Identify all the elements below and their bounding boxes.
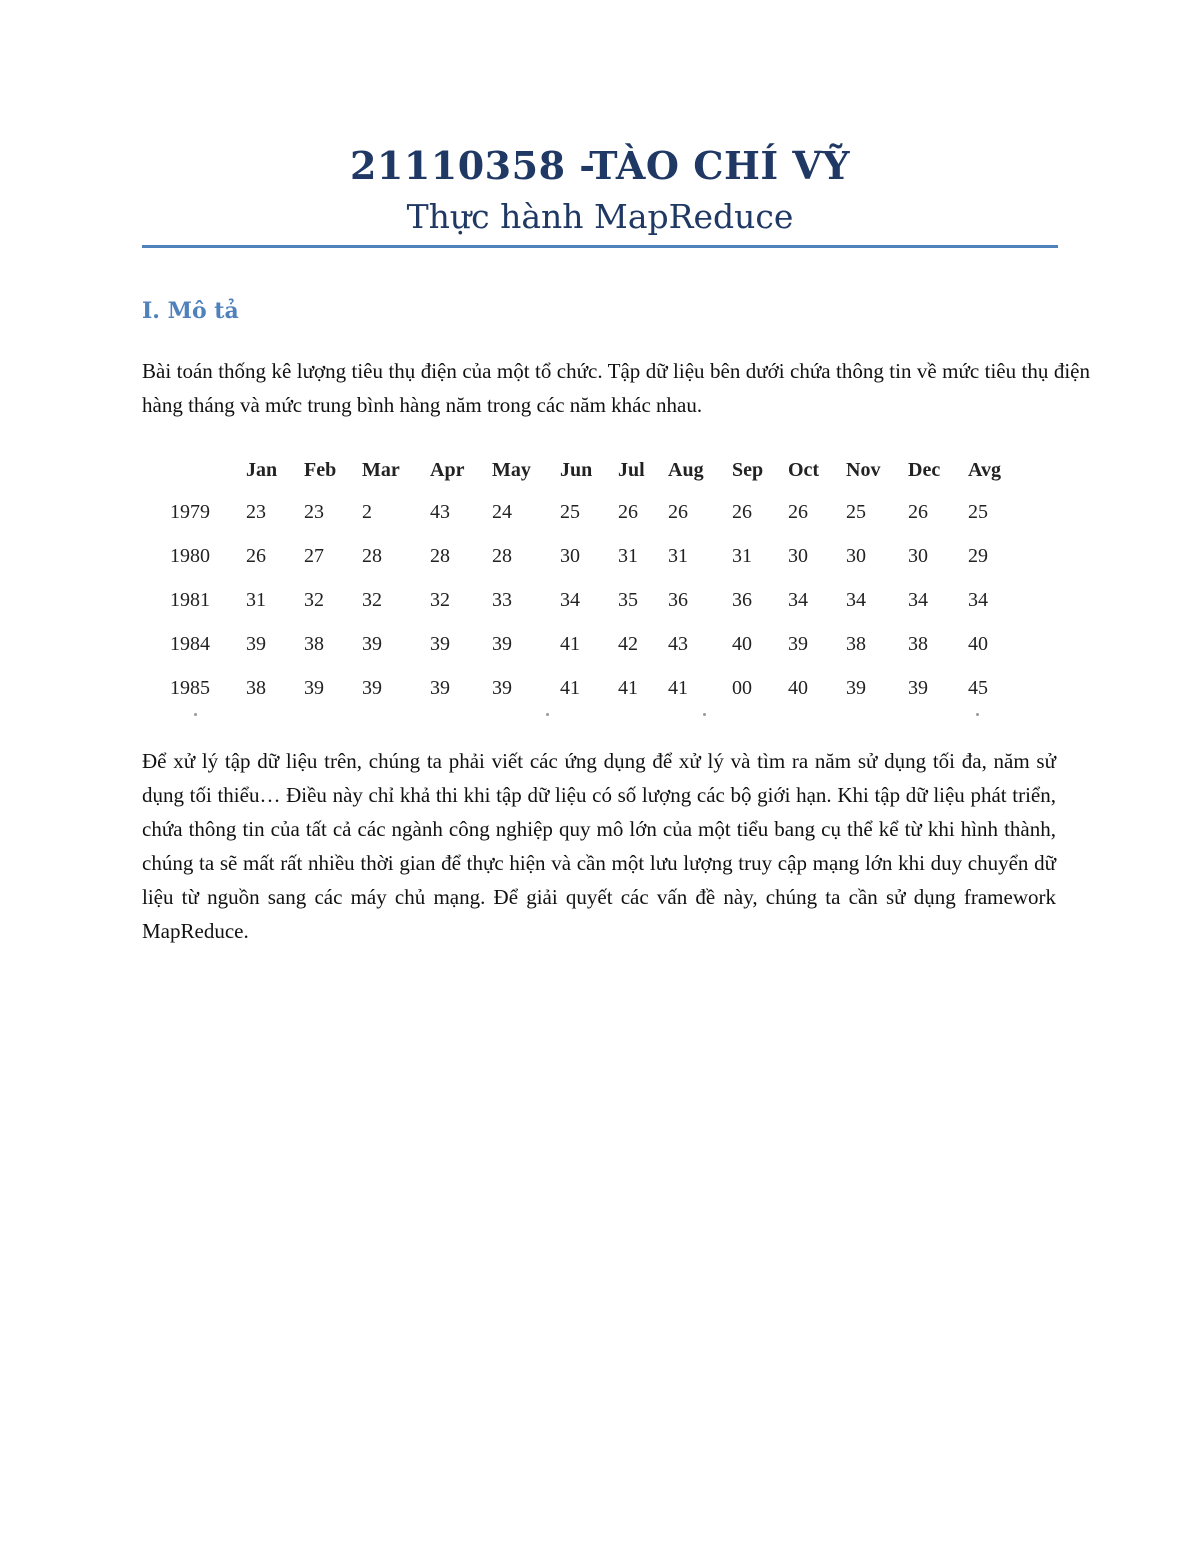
value-cell: 39	[362, 632, 382, 655]
artifact-dot	[194, 713, 197, 716]
value-cell: 25	[560, 500, 580, 523]
intro-paragraph: Bài toán thống kê lượng tiêu thụ điện của một tổ chức. Tập dữ liệu bên dưới chứa thông tin về mức tiêu thụ điện hàng tháng và mức trung bình hàng năm trong các năm khác nhau.	[142, 359, 1090, 417]
header-cell: Mar	[362, 458, 400, 481]
value-cell: 26	[788, 500, 808, 523]
header-cell: Jun	[560, 458, 593, 481]
value-cell: 39	[246, 632, 266, 655]
value-cell: 39	[304, 676, 324, 699]
header-cell: Feb	[304, 458, 337, 481]
value-cell: 33	[492, 588, 512, 611]
header-cell: Oct	[788, 458, 820, 481]
value-cell: 39	[788, 632, 808, 655]
value-cell: 30	[560, 544, 580, 567]
table-row	[170, 666, 1018, 710]
value-cell: 40	[788, 676, 808, 699]
value-cell: 2	[362, 500, 372, 523]
value-cell: 30	[788, 544, 808, 567]
value-cell: 31	[246, 588, 266, 611]
title-divider	[142, 245, 1058, 248]
artifact-dot	[703, 713, 706, 716]
document-subtitle: Thực hành MapReduce	[406, 197, 794, 236]
table-body	[170, 490, 1018, 710]
value-cell: 34	[788, 588, 808, 611]
value-cell: 40	[732, 632, 752, 655]
value-cell: 41	[560, 676, 580, 699]
header-cell: Apr	[430, 458, 465, 481]
value-cell: 00	[732, 676, 752, 699]
value-cell: 34	[846, 588, 866, 611]
value-cell: 42	[618, 632, 638, 655]
consumption-table	[170, 450, 1018, 710]
year-cell: 1980	[170, 544, 210, 567]
table-row	[170, 578, 1018, 622]
value-cell: 31	[668, 544, 688, 567]
value-cell: 39	[430, 632, 450, 655]
header-cell: Jul	[618, 458, 645, 481]
value-cell: 30	[846, 544, 866, 567]
header-cell: Avg	[968, 458, 1001, 481]
value-cell: 38	[304, 632, 324, 655]
header-cell: Aug	[668, 458, 704, 481]
value-cell: 25	[968, 500, 988, 523]
value-cell: 39	[362, 676, 382, 699]
value-cell: 43	[668, 632, 688, 655]
section-heading: I. Mô tả	[142, 298, 239, 324]
value-cell: 32	[304, 588, 324, 611]
table-header-row	[170, 450, 1018, 490]
value-cell: 26	[732, 500, 752, 523]
value-cell: 26	[246, 544, 266, 567]
value-cell: 43	[430, 500, 450, 523]
value-cell: 45	[968, 676, 988, 699]
value-cell: 29	[968, 544, 988, 567]
value-cell: 39	[846, 676, 866, 699]
value-cell: 23	[246, 500, 266, 523]
value-cell: 24	[492, 500, 512, 523]
value-cell: 26	[618, 500, 638, 523]
value-cell: 38	[246, 676, 266, 699]
value-cell: 26	[668, 500, 688, 523]
value-cell: 34	[968, 588, 988, 611]
value-cell: 32	[430, 588, 450, 611]
artifact-dot	[546, 713, 549, 716]
year-cell: 1981	[170, 588, 210, 611]
title-block	[142, 140, 1058, 240]
value-cell: 31	[732, 544, 752, 567]
table-row	[170, 490, 1018, 534]
value-cell: 36	[668, 588, 688, 611]
image-artifact-dots	[0, 713, 1200, 721]
table-row	[170, 622, 1018, 666]
value-cell: 38	[908, 632, 928, 655]
table-row	[170, 534, 1018, 578]
value-cell: 39	[908, 676, 928, 699]
value-cell: 41	[618, 676, 638, 699]
value-cell: 28	[362, 544, 382, 567]
header-cell: Sep	[732, 458, 764, 481]
value-cell: 41	[668, 676, 688, 699]
value-cell: 28	[430, 544, 450, 567]
value-cell: 39	[430, 676, 450, 699]
year-cell: 1979	[170, 500, 210, 523]
value-cell: 38	[846, 632, 866, 655]
value-cell: 35	[618, 588, 638, 611]
value-cell: 28	[492, 544, 512, 567]
value-cell: 23	[304, 500, 324, 523]
document-title: 21110358 -TÀO CHÍ VỸ	[349, 143, 850, 188]
value-cell: 31	[618, 544, 638, 567]
year-cell: 1984	[170, 632, 210, 655]
header-cell: Nov	[846, 458, 881, 481]
value-cell: 40	[968, 632, 988, 655]
value-cell: 39	[492, 632, 512, 655]
header-cell: Jan	[246, 458, 278, 481]
header-year-cell	[170, 450, 246, 490]
value-cell: 26	[908, 500, 928, 523]
value-cell: 27	[304, 544, 324, 567]
value-cell: 36	[732, 588, 752, 611]
value-cell: 39	[492, 676, 512, 699]
value-cell: 34	[908, 588, 928, 611]
value-cell: 25	[846, 500, 866, 523]
header-cell: Dec	[908, 458, 941, 481]
value-cell: 30	[908, 544, 928, 567]
value-cell: 34	[560, 588, 580, 611]
value-cell: 32	[362, 588, 382, 611]
body-paragraph: Để xử lý tập dữ liệu trên, chúng ta phải viết các ứng dụng để xử lý và tìm ra năm sử dụng tối đa, năm sử dụng tối thiểu… Điều này chỉ khả thi khi tập dữ liệu có số lượng các bộ giới hạn. Khi tập dữ liệu phát triển, chứa thông tin của tất cả các ngành công nghiệp quy mô lớn của một tiểu bang cụ thể kể từ khi hình thành, chúng ta sẽ mất rất nhiều thời gian để thực hiện và cần một lưu lượng truy cập mạng lớn khi duy chuyển dữ liệu từ nguồn sang các máy chủ mạng. Để giải quyết các vấn đề này, chúng ta cần sử dụng framework MapReduce.	[142, 749, 1056, 943]
value-cell: 41	[560, 632, 580, 655]
artifact-dot	[976, 713, 979, 716]
year-cell: 1985	[170, 676, 210, 699]
header-cell: May	[492, 458, 531, 481]
data-table-wrapper	[170, 450, 1030, 710]
